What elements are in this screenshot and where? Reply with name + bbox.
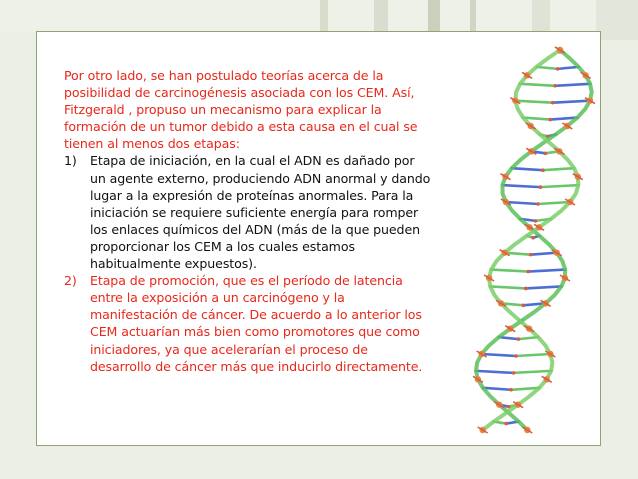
list-item-text: Etapa de promoción, que es el período de latencia entre la exposición a un carcinógeno y la manifestación de cáncer. De acuerdo a lo anterior los CEM actuarían más bien como promotores que como iniciadores, ya que acelerarían el proceso de desarrollo de cáncer más que inducirlo directamente.: [90, 273, 423, 374]
list-number: 2): [64, 273, 77, 289]
list-item-text: Etapa de iniciación, en la cual el ADN es dañado por un agente externo, produciendo ADN anormal y dando lugar a la expresión de proteínas anormales. Para la iniciación se requiere suficiente energía para romper los enlaces químicos del ADN (más de la que pueden proporcionar los CEM a los cuales estamos habitualmente expuestos).: [90, 153, 431, 272]
list-item: [64, 152, 432, 272]
dna-double-helix-icon: [440, 40, 600, 440]
stages-list: [64, 152, 432, 374]
text-content: [64, 67, 432, 375]
list-item: [64, 272, 432, 375]
intro-paragraph: Por otro lado, se han postulado teorías acerca de la posibilidad de carcinogénesis asociada con los CEM. Así, Fitzgerald , propuso un mecanismo para explicar la formación de un tumor debido a esta causa en el cual se tienen al menos dos etapas:: [64, 68, 418, 152]
list-number: 1): [64, 153, 77, 169]
